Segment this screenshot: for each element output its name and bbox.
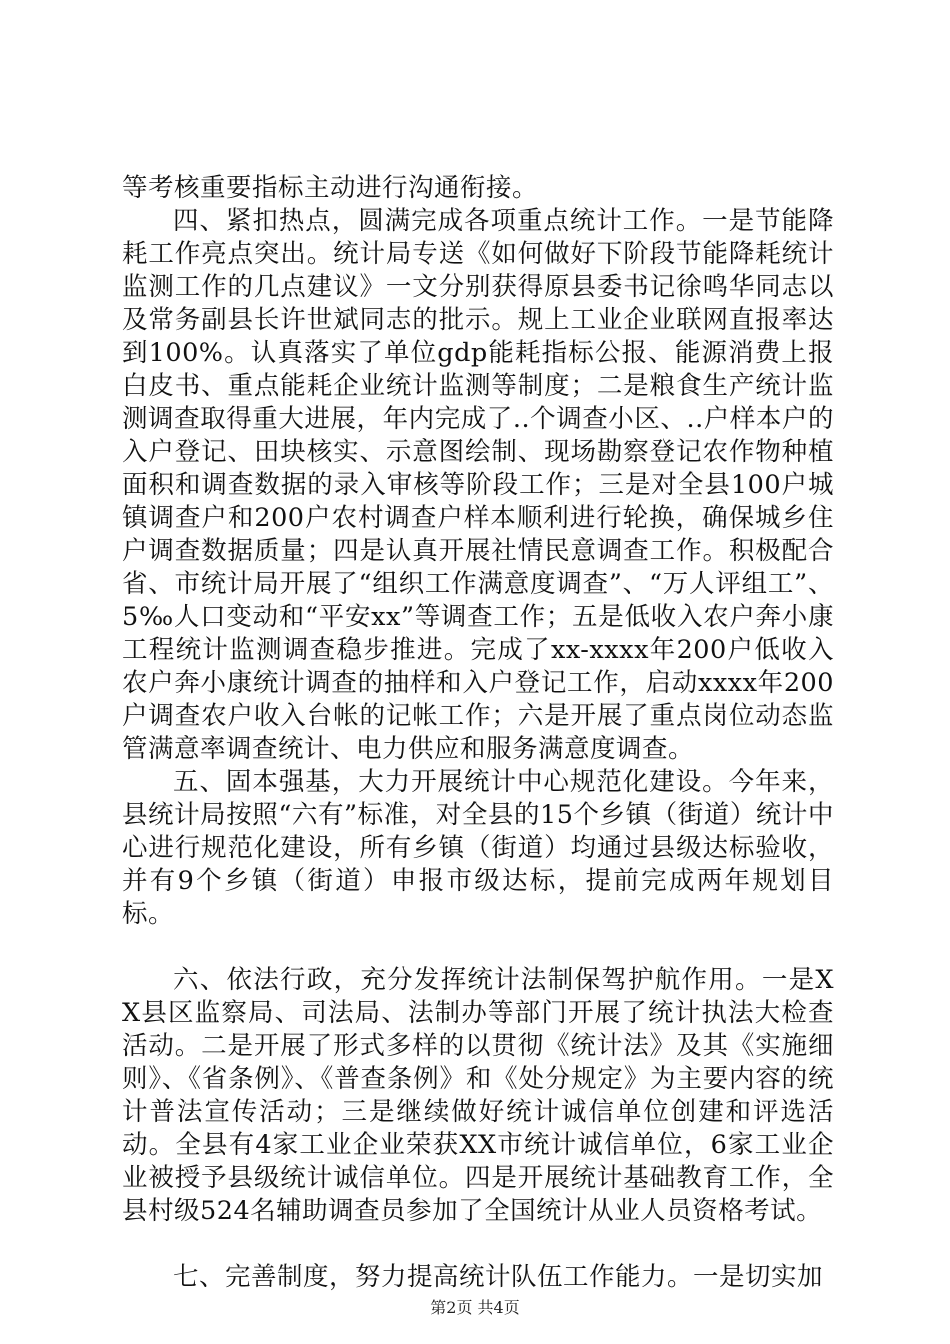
- paragraph-section-4: 四、紧扣热点，圆满完成各项重点统计工作。一是节能降耗工作亮点突出。统计局专送《如何做好下阶段节能降耗统计监测工作的几点建议》一文分别获得原县委书记徐鸣华同志以及常务副县长许世斌同志的批示。规上工业企业联网直报率达到100%。认真落实了单位gdp能耗指标公报、能源消费上报白皮书、重点能耗企业统计监测等制度；二是粮食生产统计监测调查取得重大进展，年内完成了..个调查小区、..户样本户的入户登记、田块核实、示意图绘制、现场勘察登记农作物种植面积和调查数据的录入审核等阶段工作；三是对全县100户城镇调查户和200户农村调查户样本顺利进行轮换，确保城乡住户调查数据质量；四是认真开展社情民意调查工作。积极配合省、市统计局开展了“组织工作满意度调查”、“万人评组工”、5‰人口变动和“平安xx”等调查工作；五是低收入农户奔小康工程统计监测调查稳步推进。完成了xx-xxxx年200户低收入农户奔小康统计调查的抽样和入户登记工作，启动xxxx年200户调查农户收入台帐的记帐工作；六是开展了重点岗位动态监管满意率调查统计、电力供应和服务满意度调查。: [122, 206, 834, 764]
- page-number-footer: 第2页 共4页: [430, 1298, 520, 1317]
- paragraph-section-5: 五、固本强基，大力开展统计中心规范化建设。今年来，县统计局按照“六有”标准，对全县的15个乡镇（街道）统计中心进行规范化建设，所有乡镇（街道）均通过县级达标验收，并有9个乡镇（街道）申报市级达标，提前完成两年规划目标。: [122, 767, 834, 929]
- paragraph-section-7: 七、完善制度，努力提高统计队伍工作能力。一是切实加: [173, 1262, 824, 1292]
- document-body: [122, 172, 834, 1294]
- paragraph-section-6: 六、依法行政，充分发挥统计法制保驾护航作用。一是XX县区监察局、司法局、法制办等部门开展了统计执法大检查活动。二是开展了形式多样的以贯彻《统计法》及其《实施细则》、《省条例》、《普查条例》和《处分规定》为主要内容的统计普法宣传活动；三是继续做好统计诚信单位创建和评选活动。全县有4家工业企业荣获XX市统计诚信单位，6家工业企业被授予县级统计诚信单位。四是开展统计基础教育工作，全县村级524名辅助调查员参加了全国统计从业人员资格考试。: [122, 965, 834, 1226]
- paragraph-continuation: 等考核重要指标主动进行沟通衔接。: [122, 173, 539, 203]
